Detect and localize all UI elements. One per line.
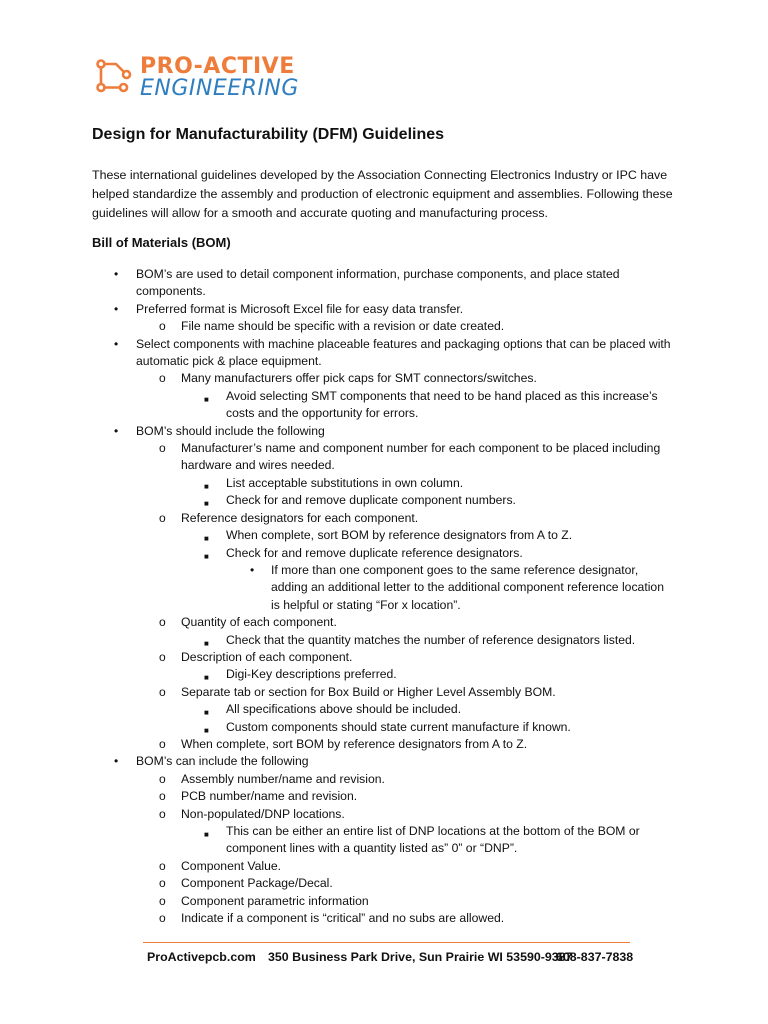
list-item-text: Non-populated/DNP locations. [181,806,345,821]
list-item-text: Indicate if a component is “critical” and no subs are allowed. [181,911,505,926]
footer-divider [143,942,630,943]
footer-website: ProActivepcb.com [147,950,256,964]
bullet-marker: o [159,771,166,786]
bullet-marker: o [159,371,166,386]
bullet-marker: o [159,319,166,334]
bullet-marker: o [159,649,166,664]
list-item-text: BOM’s should include the following [136,423,325,438]
list-item [0,771,768,788]
list-item [0,527,768,544]
list-item-text: Manufacturer’s name and component number for each component to be placed including hardware and wires needed. [181,441,661,473]
bullet-marker: ■ [204,638,209,648]
list-item [0,440,768,475]
section-heading-bom: Bill of Materials (BOM) [92,235,231,250]
list-item [0,614,768,631]
list-item-text: Component Value. [181,858,282,873]
list-item-text: Custom components should state current manufacture if known. [226,719,571,734]
bullet-marker: o [159,806,166,821]
list-item-text: Component parametric information [181,893,369,908]
bullet-marker: o [159,789,166,804]
list-item [0,858,768,875]
list-item-text: Reference designators for each component. [181,510,419,525]
list-item [0,701,768,718]
list-item-text: Assembly number/name and revision. [181,771,385,786]
list-item [0,893,768,910]
list-item [0,823,768,858]
list-item [0,910,768,927]
bullet-marker: o [159,893,166,908]
footer-phone: 608-837-7838 [556,950,634,964]
list-item [0,753,768,770]
list-item-text: Preferred format is Microsoft Excel file for easy data transfer. [136,301,464,316]
list-item-text: When complete, sort BOM by reference designators from A to Z. [226,528,573,543]
bullet-marker: o [159,684,166,699]
list-item [0,649,768,666]
list-item-text: PCB number/name and revision. [181,789,358,804]
list-item-text: Check for and remove duplicate component numbers. [226,493,516,508]
company-logo [94,52,354,102]
bullet-marker: o [159,911,166,926]
list-item-text: This can be either an entire list of DNP locations at the bottom of the BOM or component lines with a quantity listed as” 0” or “DNP”. [226,824,640,856]
bullet-marker: • [250,562,255,577]
list-item-text: BOM’s are used to detail component information, purchase components, and place stated components. [136,267,620,299]
list-item-text: All specifications above should be included. [226,702,462,717]
bullet-marker: • [114,336,119,351]
list-item [0,545,768,562]
bullet-marker: ■ [204,725,209,735]
bullet-marker: ■ [204,551,209,561]
list-item [0,666,768,683]
list-item-text: If more than one component goes to the same reference designator, adding an additional letter to the additional component reference location is helpful or stating “For x location”. [271,562,664,612]
bullet-marker: ■ [204,394,209,404]
list-item [0,510,768,527]
list-item [0,736,768,753]
list-item-text: Select components with machine placeable features and packaging options that can be placed with automatic pick & place equipment. [136,336,671,369]
bullet-marker: o [159,510,166,525]
logo-text-pro-active: PRO-ACTIVE [140,54,295,79]
bullet-marker: ■ [204,830,209,839]
list-item-text: List acceptable substitutions in own column. [226,475,464,490]
bullet-marker: ■ [204,534,209,544]
list-item-text: Many manufacturers offer pick caps for SMT connectors/switches. [181,371,537,386]
list-item-text: Component Package/Decal. [181,876,333,891]
list-item [0,370,768,387]
list-item [0,492,768,509]
bullet-marker: ■ [204,673,209,683]
list-item [0,336,768,371]
list-item-text: Digi-Key descriptions preferred. [226,667,397,682]
list-item [0,301,768,318]
list-item-text: Description of each component. [181,649,353,664]
list-item [0,388,768,423]
intro-paragraph: These international guidelines developed by the Association Connecting Electronics Industry or IPC have helped standardize the assembly and production of electronic equipment and assemblies. Following these guidelines will allow for a smooth and accurate quoting and manufacturing process. [92,168,673,220]
bullet-marker: ■ [204,481,209,491]
bullet-marker: • [114,267,119,281]
list-item-text: Check that the quantity matches the number of reference designators listed. [226,632,636,647]
bullet-marker: o [159,858,166,873]
bullet-marker: • [114,301,119,316]
footer-address: 350 Business Park Drive, Sun Prairie WI 53590-9387 [268,950,573,964]
list-item [0,632,768,649]
bullet-marker: o [159,441,166,456]
page-title: Design for Manufacturability (DFM) Guidelines [92,126,445,143]
list-item-text: When complete, sort BOM by reference designators from A to Z. [181,736,528,751]
list-item [0,318,768,335]
bullet-marker: o [159,615,166,630]
list-item-text: Quantity of each component. [181,615,337,630]
list-item [0,719,768,736]
list-item [0,875,768,892]
list-item [0,266,768,301]
bullet-marker: • [114,754,119,769]
list-item [0,684,768,701]
list-item [0,562,768,614]
logo-text-engineering: ENGINEERING [140,76,299,101]
list-item [0,788,768,805]
list-item-text: File name should be specific with a revision or date created. [181,319,505,334]
list-item [0,475,768,492]
bullet-marker: ■ [204,708,209,718]
bullet-marker: o [159,876,166,891]
bom-bullet-list [0,266,768,927]
list-item [0,806,768,823]
list-item-text: Avoid selecting SMT components that need to be hand placed as this increase’s costs and the opportunity for errors. [226,388,658,421]
circuit-trace-icon [94,56,134,96]
bullet-marker: o [159,736,166,751]
list-item-text: BOM’s can include the following [136,754,309,769]
list-item-text: Check for and remove duplicate reference designators. [226,545,523,560]
list-item [0,423,768,440]
bullet-marker: • [114,423,119,438]
list-item-text: Separate tab or section for Box Build or Higher Level Assembly BOM. [181,684,556,699]
bullet-marker: ■ [204,499,209,509]
